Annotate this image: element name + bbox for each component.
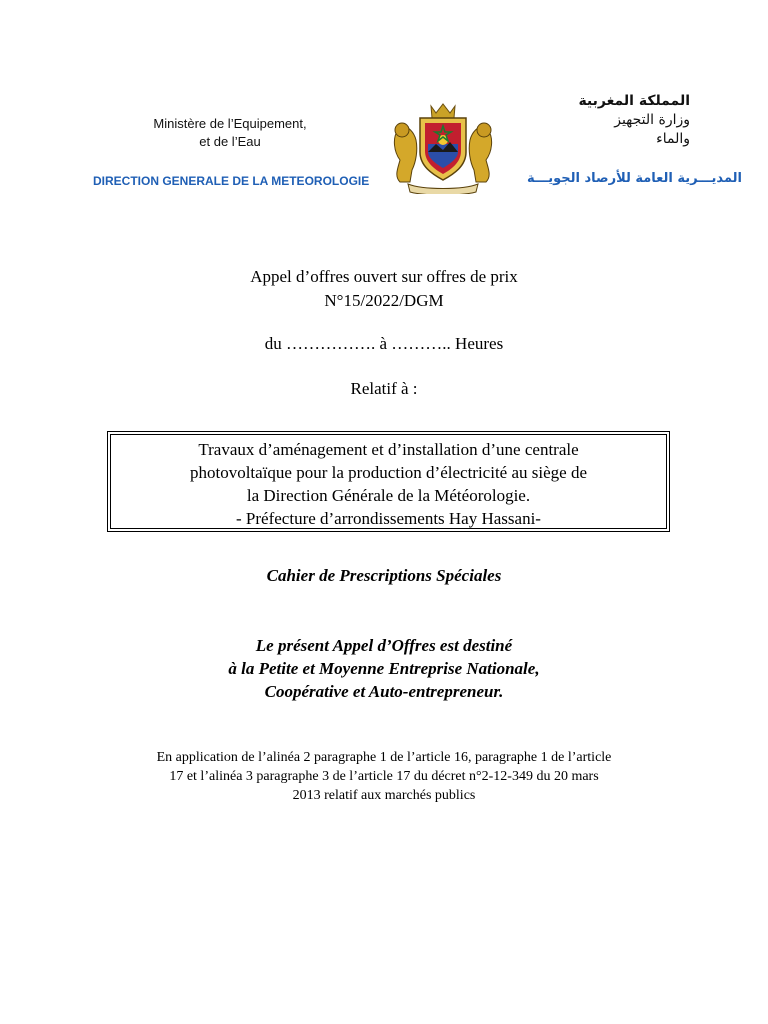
tender-number: N°15/2022/DGM [324,291,444,310]
subject-box [110,434,667,529]
ministry-line-2: et de l’Eau [199,134,261,149]
legal-reference [84,748,684,805]
tender-title [0,265,768,313]
ministry-name [120,115,340,151]
legal-line-3: 2013 relatif aux marchés publics [292,788,476,803]
subject-line-3: la Direction Générale de la Météorologie. [246,486,531,505]
destination-statement [0,634,768,703]
tender-date-line: du ……………. à ……….. Heures [264,334,504,353]
arabic-kingdom-line: المملكة المغربية [578,93,690,109]
direction-name-ar: المديـــرية العامة للأرصاد الجويـــة [527,171,742,186]
legal-line-1: En application de l’alinéa 2 paragraphe 1 de l’article 16, paragraphe 1 de l’article [156,750,612,765]
destination-line-3: Coopérative et Auto-entrepreneur. [264,682,504,701]
subject-line-2: photovoltaïque pour la production d’électricité au siège de [189,463,587,482]
relatif-label: Relatif à : [350,379,418,398]
ministry-line-1: Ministère de l’Equipement, [153,116,307,131]
legal-line-2: 17 et l’alinéa 3 paragraphe 3 de l’article 17 du décret n°2-12-349 du 20 mars [169,769,599,784]
tender-title-line-1: Appel d’offres ouvert sur offres de prix [250,267,518,286]
subject-line-1: Travaux d’aménagement et d’installation d’une centrale [198,440,579,459]
moroccan-coat-of-arms-icon [388,100,498,194]
cps-title: Cahier de Prescriptions Spéciales [266,566,502,585]
destination-line-1: Le présent Appel d’Offres est destiné [255,636,513,655]
subject-line-4: - Préfecture d’arrondissements Hay Hassani- [236,509,541,528]
arabic-ministry-name [540,92,690,149]
destination-line-2: à la Petite et Moyenne Entreprise Nationale, [228,659,540,678]
direction-name-fr: DIRECTION GENERALE DE LA METEOROLOGIE [93,174,370,188]
arabic-ministry-line-2: والماء [656,131,690,147]
arabic-ministry-line-1: وزارة التجهيز [614,112,690,128]
